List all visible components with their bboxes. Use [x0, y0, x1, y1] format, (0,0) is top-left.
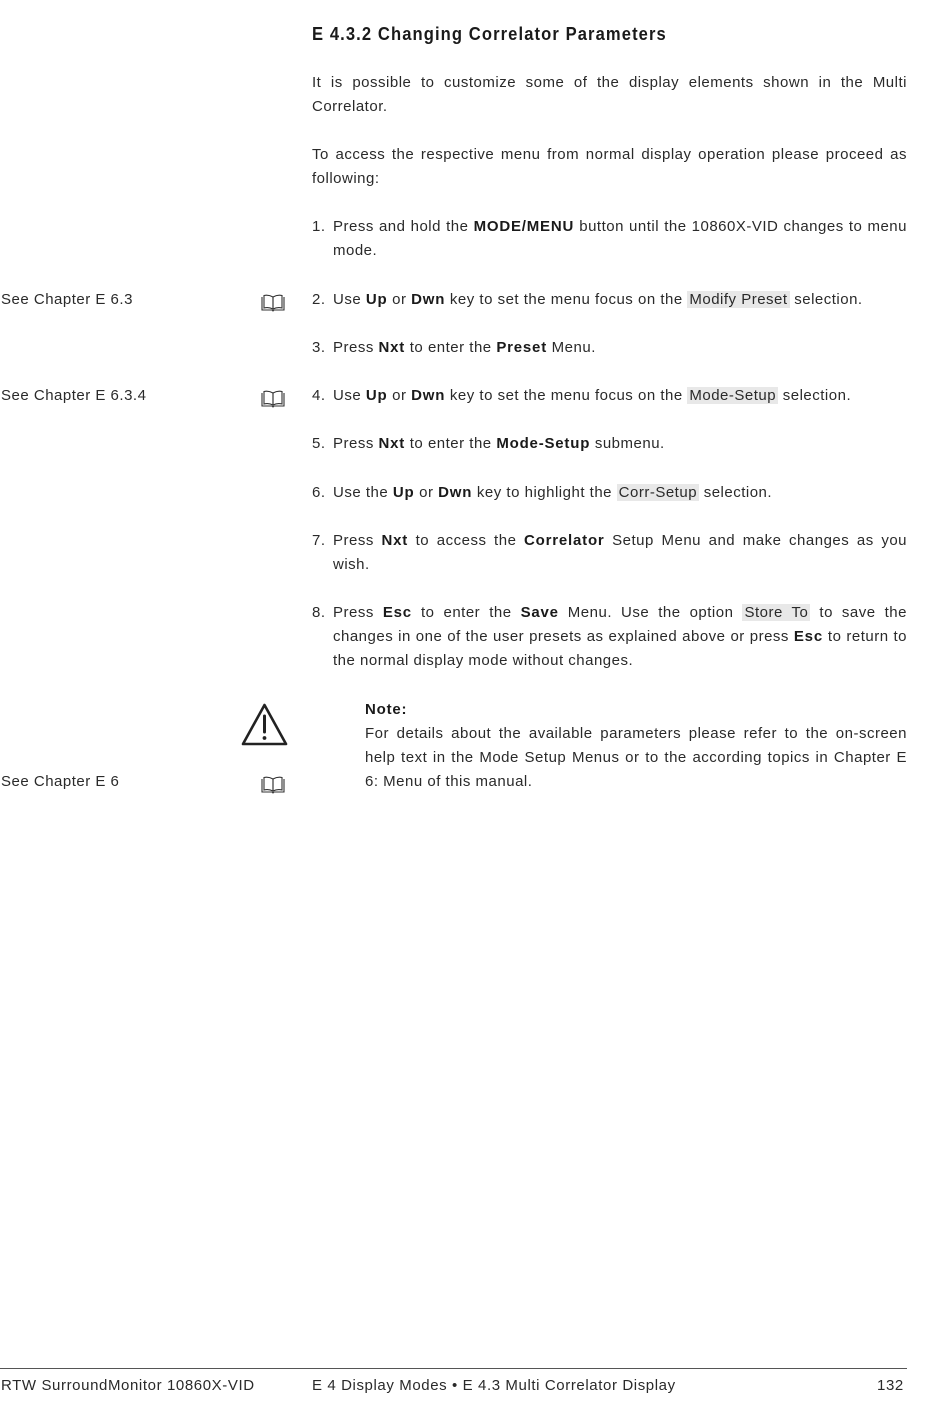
key-dwn: Dwn — [411, 387, 446, 404]
step-number: 6. — [312, 484, 326, 501]
menu-name-save: Save — [520, 604, 559, 621]
menu-item-store-to: Store To — [744, 604, 809, 621]
section-heading: E 4.3.2 Changing Correlator Parameters — [312, 24, 667, 44]
footer-divider — [0, 1368, 907, 1369]
key-dwn: Dwn — [438, 484, 473, 501]
step-number: 7. — [312, 532, 326, 549]
step-number: 8. — [312, 604, 326, 621]
key-nxt: Nxt — [378, 339, 406, 356]
menu-name-mode-setup: Mode-Setup — [496, 435, 591, 452]
note-text: For details about the available parameters please refer to the on-screen help text in the Mode Setup Menus or to the according topics in Chapter E 6: Menu of this manual. — [365, 725, 907, 790]
step-number: 3. — [312, 339, 326, 356]
note-box — [365, 698, 907, 794]
step-4: 4. Use Up or Dwn key to set the menu focus on the Mode-Setup selection. — [312, 384, 907, 408]
step-number: 2. — [312, 291, 326, 308]
book-icon — [260, 390, 286, 408]
page-number: 132 — [877, 1377, 904, 1394]
key-mode-menu: MODE/MENU — [473, 218, 575, 235]
step-number: 5. — [312, 435, 326, 452]
menu-item-mode-setup: Mode-Setup — [689, 387, 777, 404]
key-up: Up — [365, 387, 388, 404]
step-number: 1. — [312, 218, 326, 235]
menu-item-corr-setup: Corr-Setup — [618, 484, 698, 501]
menu-item-modify-preset: Modify Preset — [689, 291, 788, 308]
step-number: 4. — [312, 387, 326, 404]
footer-product: RTW SurroundMonitor 10860X-VID — [1, 1377, 255, 1394]
menu-name-correlator: Correlator — [524, 532, 605, 549]
footer-section: E 4 Display Modes • E 4.3 Multi Correlator Display — [312, 1377, 676, 1394]
step-8: 8. Press Esc to enter the Save Menu. Use the option Store To to save the changes in one of the user presets as explained above or press Esc to return to the normal display mode without changes. — [312, 601, 907, 673]
note-title: Note: — [365, 701, 408, 718]
menu-name-preset: Preset — [496, 339, 547, 356]
intro-paragraph: It is possible to customize some of the display elements shown in the Multi Correlator. — [312, 74, 907, 115]
book-icon — [260, 776, 286, 794]
margin-ref-chapter-e-6[interactable]: See Chapter E 6 — [1, 773, 120, 790]
key-dwn: Dwn — [411, 291, 446, 308]
step-7: 7. Press Nxt to access the Correlator Setup Menu and make changes as you wish. — [312, 529, 907, 577]
key-esc: Esc — [382, 604, 412, 621]
step-5: 5. Press Nxt to enter the Mode-Setup submenu. — [312, 432, 907, 456]
book-icon — [260, 294, 286, 312]
step-3: 3. Press Nxt to enter the Preset Menu. — [312, 336, 907, 360]
warning-triangle-icon — [241, 703, 288, 746]
step-1: 1. Press and hold the MODE/MENU button until the 10860X-VID changes to menu mode. — [312, 215, 907, 263]
margin-ref-chapter-e-6-3-4[interactable]: See Chapter E 6.3.4 — [1, 387, 147, 404]
step-6: 6. Use the Up or Dwn key to highlight the Corr-Setup selection. — [312, 481, 907, 505]
key-up: Up — [392, 484, 415, 501]
key-esc: Esc — [793, 628, 823, 645]
access-paragraph: To access the respective menu from normal display operation please proceed as following: — [312, 146, 907, 187]
margin-ref-chapter-e-6-3[interactable]: See Chapter E 6.3 — [1, 291, 133, 308]
step-2: 2. Use Up or Dwn key to set the menu focus on the Modify Preset selection. — [312, 288, 907, 312]
key-nxt: Nxt — [378, 435, 406, 452]
key-nxt: Nxt — [381, 532, 409, 549]
key-up: Up — [365, 291, 388, 308]
